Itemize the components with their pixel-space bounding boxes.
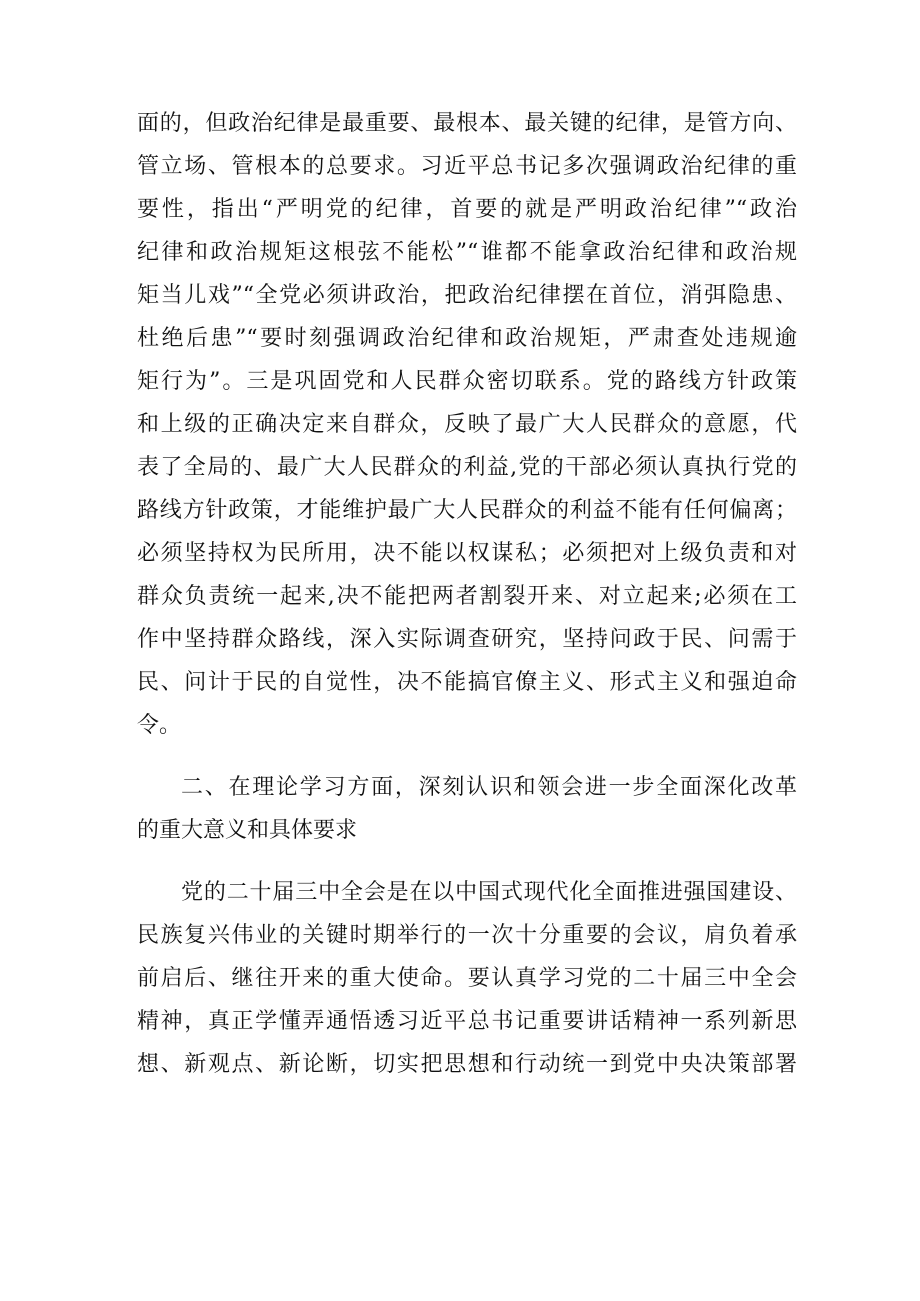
text-line: 作中坚持群众路线，深入实际调查研究，坚持问政于民、问需于	[137, 627, 797, 652]
text-line: 想、新观点、新论断，切实把思想和行动统一到党中央决策部署	[137, 1052, 797, 1077]
text-line: 表了全局的、最广大人民群众的利益,党的干部必须认真执行党的	[137, 455, 797, 480]
text-line: 民族复兴伟业的关键时期举行的一次十分重要的会议，肩负着承	[137, 923, 797, 948]
text-line: 管立场、管根本的总要求。习近平总书记多次强调政治纪律的重	[137, 154, 797, 179]
text-line: 群众负责统一起来,决不能把两者割裂开来、对立起来;必须在工	[137, 584, 797, 609]
document-body	[137, 102, 797, 1086]
text-line: 杜绝后患”“要时刻强调政治纪律和政治规矩，严肃查处违规逾	[137, 326, 797, 351]
section-heading-theory-study	[137, 766, 797, 852]
paragraph-gap	[137, 747, 797, 766]
text-line: 面的，但政治纪律是最重要、最根本、最关键的纪律，是管方向、	[137, 111, 797, 136]
text-line: 路线方针政策，才能维护最广大人民群众的利益不能有任何偏离；	[137, 498, 797, 523]
text-line: 矩当儿戏”“全党必须讲政治，把政治纪律摆在首位，消弭隐患、	[137, 283, 797, 308]
paragraph-political-discipline	[137, 102, 797, 747]
paragraph-gap	[137, 852, 797, 871]
text-line: 和上级的正确决定来自群众，反映了最广大人民群众的意愿，代	[137, 412, 797, 437]
text-line: 前启后、继往开来的重大使命。要认真学习党的二十届三中全会	[137, 966, 797, 991]
text-line: 党的二十届三中全会是在以中国式现代化全面推进强国建设、	[181, 880, 797, 905]
text-line: 令。	[137, 713, 182, 738]
text-line: 民、问计于民的自觉性，决不能搞官僚主义、形式主义和强迫命	[137, 670, 797, 695]
heading-line: 的重大意义和具体要求	[137, 818, 358, 843]
paragraph-third-plenum	[137, 871, 797, 1086]
text-line: 矩行为”。三是巩固党和人民群众密切联系。党的路线方针政策	[137, 369, 797, 394]
text-line: 精神，真正学懂弄通悟透习近平总书记重要讲话精神一系列新思	[137, 1009, 797, 1034]
text-line: 要性，指出“严明党的纪律，首要的就是严明政治纪律”“政治	[137, 197, 797, 222]
text-line: 纪律和政治规矩这根弦不能松”“谁都不能拿政治纪律和政治规	[137, 240, 797, 265]
heading-line: 二、在理论学习方面，深刻认识和领会进一步全面深化改革	[181, 775, 797, 800]
text-line: 必须坚持权为民所用，决不能以权谋私；必须把对上级负责和对	[137, 541, 797, 566]
